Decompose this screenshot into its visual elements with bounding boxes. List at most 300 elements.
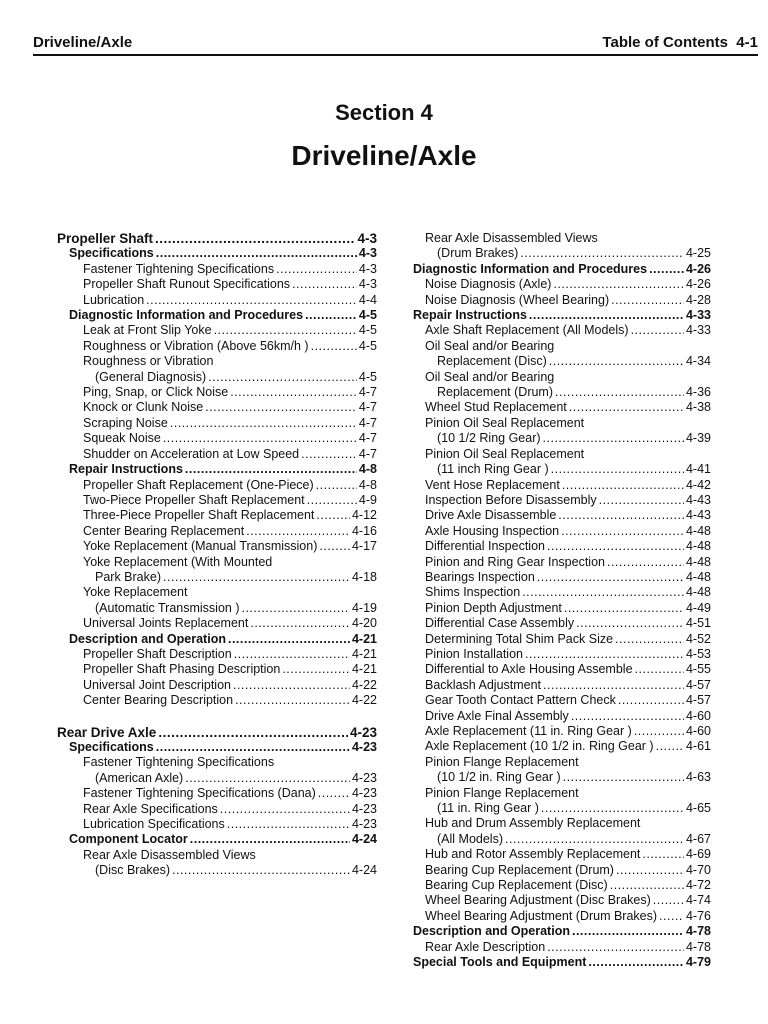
dot-leader [547,940,684,955]
dot-leader [307,493,357,508]
toc-page-number: 4-69 [685,847,711,862]
toc-entry[interactable] [57,817,377,832]
toc-heading-entry[interactable] [411,262,711,277]
toc-entry-title: Fastener Tightening Specifications [83,261,275,276]
toc-entry[interactable] [411,508,711,523]
toc-entry-title: Bearings Inspection [425,569,535,584]
toc-page-number: 4-51 [685,616,711,631]
toc-entry-title: Propeller Shaft Replacement (One-Piece) [83,477,314,492]
toc-left-column [57,231,377,879]
toc-heading-entry[interactable] [57,246,377,261]
toc-page-number: 4-53 [685,646,711,661]
dot-leader [230,385,357,400]
toc-page-number: 4-63 [685,770,711,785]
toc-entry-title: Yoke Replacement (Manual Transmission) [83,539,318,554]
toc-entry[interactable] [57,354,377,385]
toc-entry[interactable] [57,647,377,662]
dot-leader [522,585,684,600]
dot-leader [543,431,684,446]
toc-page-number: 4-23 [351,817,377,832]
toc-entry[interactable] [57,416,377,431]
dot-leader [156,246,357,261]
toc-entry-title: Axle Replacement (11 in. Ring Gear ) [425,724,632,738]
dot-leader [163,570,350,585]
toc-page-number: 4-8 [358,462,377,477]
header-section-name: Driveline/Axle [33,34,133,51]
toc-entry-title-line: Pinion Flange Replacement [425,754,579,769]
toc-entry-title: Roughness or Vibration (Above 56km/h ) [83,338,309,353]
toc-page-number: 4-4 [358,292,377,307]
toc-entry-title: Differential to Axle Housing Assemble [425,662,633,677]
toc-page-number: 4-36 [685,385,711,400]
toc-entry[interactable] [411,493,711,508]
section-title: Driveline/Axle [291,140,477,171]
dot-leader [558,508,684,523]
toc-entry-title: Backlash Adjustment [425,677,542,692]
toc-entry[interactable] [411,400,711,415]
toc-entry-title: Axle Housing Inspection [425,523,560,538]
toc-heading-entry[interactable] [411,308,711,323]
toc-entry-title: Leak at Front Slip Yoke [83,323,212,338]
toc-page-number: 4-19 [351,600,377,615]
dot-leader [615,632,684,647]
toc-entry[interactable] [411,739,711,754]
toc-heading-entry[interactable] [411,955,711,970]
toc-entry-title-line: Oil Seal and/or Bearing [425,338,555,353]
toc-page-number: 4-61 [685,739,711,754]
dot-leader [305,308,357,323]
dot-leader [158,725,348,740]
toc-entry[interactable] [57,693,377,708]
dot-leader [163,431,357,446]
toc-entry[interactable] [411,601,711,616]
toc-page-number: 4-72 [685,878,711,893]
toc-page-number: 4-18 [351,569,377,584]
toc-entry[interactable] [411,909,711,924]
toc-page-number: 4-24 [351,863,377,878]
toc-entry-title: (11 in. Ring Gear ) [437,801,539,816]
dot-leader [301,447,357,462]
toc-page-number: 4-9 [358,492,377,507]
dot-leader [156,740,350,755]
dot-leader [292,277,357,292]
toc-page-number: 4-17 [351,539,377,554]
dot-leader [170,416,357,431]
toc-page-number: 4-76 [685,908,711,923]
toc-entry[interactable] [57,447,377,462]
toc-entry-title: (American Axle) [95,770,184,785]
toc-entry-title: Replacement (Disc) [437,354,547,369]
toc-entry[interactable] [411,231,711,262]
toc-entry[interactable] [57,323,377,338]
toc-page-number: 4-23 [351,740,377,754]
toc-entry-title: Axle Shaft Replacement (All Models) [425,323,629,338]
toc-entry-title: Differential Case Assembly [425,616,575,631]
dot-leader [649,262,684,277]
dot-leader [631,323,684,338]
toc-page-number: 4-3 [358,261,377,276]
dot-leader [220,802,350,817]
toc-entry[interactable] [411,555,711,570]
toc-entry[interactable] [57,539,377,554]
toc-entry[interactable] [411,940,711,955]
toc-entry[interactable] [57,478,377,493]
toc-entry-title: Two-Piece Propeller Shaft Replacement [83,492,305,507]
dot-leader [561,524,684,539]
toc-entry[interactable] [57,848,377,879]
toc-page-number: 4-28 [685,292,711,307]
toc-entry-title: Propeller Shaft Description [83,646,232,661]
toc-page-number: 4-55 [685,662,711,677]
toc-entry-title-line: Yoke Replacement (With Mounted [83,554,273,569]
toc-entry-title: (Drum Brakes) [437,246,519,261]
toc-page-number: 4-26 [685,261,711,276]
toc-page-number: 4-23 [351,770,377,785]
dot-leader [618,693,684,708]
toc-page-number: 4-74 [685,893,711,908]
dot-leader [551,462,684,477]
toc-entry-title: Lubrication Specifications [83,817,225,832]
toc-page-number: 4-42 [685,477,711,492]
toc-page-number: 4-5 [358,338,377,353]
dot-leader [607,555,684,570]
dot-leader [246,524,350,539]
dot-leader [553,277,684,292]
dot-leader [549,354,684,369]
dot-leader [541,801,684,816]
toc-entry[interactable] [411,323,711,338]
toc-entry-title: Scraping Noise [83,415,168,430]
dot-leader [318,786,350,801]
dot-leader [653,893,684,908]
dot-leader [316,508,350,523]
section-number: Section 4 [335,100,433,125]
toc-entry-title: Rear Drive Axle [57,724,157,740]
dot-leader [642,847,684,862]
dot-leader [611,293,684,308]
toc-entry-title: (Automatic Transmission ) [95,600,240,615]
toc-entry-title: (All Models) [437,831,503,846]
toc-page-number: 4-7 [358,385,377,400]
toc-entry-title-line: Pinion Oil Seal Replacement [425,446,585,461]
toc-entry-title: Axle Replacement (10 1/2 in. Ring Gear ) [425,739,654,754]
toc-entry-title: Shudder on Acceleration at Low Speed [83,446,300,461]
toc-entry-title-line: Pinion Oil Seal Replacement [425,415,585,430]
dot-leader [569,400,684,415]
toc-page-number: 4-23 [351,786,377,801]
dot-leader [610,878,684,893]
toc-page-number: 4-33 [685,323,711,338]
toc-entry[interactable] [57,339,377,354]
dot-leader [316,478,357,493]
toc-page-number: 4-7 [358,415,377,430]
toc-entry-title: Description and Operation [69,631,226,646]
toc-page-number: 4-48 [685,569,711,584]
toc-page-number: 4-12 [351,508,377,523]
toc-entry[interactable] [57,508,377,523]
toc-page-number: 4-22 [351,677,377,692]
toc-page-number: 4-41 [685,462,711,477]
header-rule [33,54,758,56]
toc-page-number: 4-79 [685,955,711,970]
toc-entry-title: Specifications [69,740,154,754]
toc-page-number: 4-38 [685,400,711,415]
toc-entry[interactable] [411,863,711,878]
toc-entry-title-line: Hub and Drum Assembly Replacement [425,816,641,831]
toc-entry-title: Inspection Before Disassembly [425,492,597,507]
toc-page-number: 4-3 [357,231,377,246]
toc-entry-title-line: Oil Seal and/or Bearing [425,369,555,384]
toc-page-number: 4-52 [685,631,711,646]
toc-entry-title: Component Locator [69,832,188,847]
toc-entry[interactable] [57,786,377,801]
toc-page-number: 4-43 [685,508,711,523]
toc-heading-entry[interactable] [57,462,377,477]
toc-entry[interactable] [411,416,711,447]
header-page-label: Table of Contents 4-1 [602,34,758,51]
toc-page-number: 4-7 [358,446,377,461]
dot-leader [547,539,684,554]
toc-entry[interactable] [411,878,711,893]
toc-page-number: 4-5 [358,369,377,384]
toc-entry[interactable] [411,632,711,647]
toc-entry-title: (10 1/2 Ring Gear) [437,431,541,446]
dot-leader [555,385,684,400]
toc-page-number: 4-20 [351,616,377,631]
toc-page-number: 4-49 [685,600,711,615]
dot-leader [185,771,350,786]
dot-leader [634,724,684,739]
toc-entry[interactable] [57,585,377,616]
toc-entry-title: Shims Inspection [425,585,521,600]
toc-entry[interactable] [411,893,711,908]
toc-entry[interactable] [411,277,711,292]
toc-entry[interactable] [411,724,711,739]
toc-entry-title-line: Fastener Tightening Specifications [83,755,275,770]
toc-section-entry[interactable] [57,231,377,246]
toc-entry-title: Repair Instructions [413,308,527,323]
dot-leader [208,370,357,385]
toc-entry-title: Pinion and Ring Gear Inspection [425,554,605,569]
toc-entry[interactable] [411,816,711,847]
toc-page-number: 4-23 [349,724,377,740]
toc-entry[interactable] [411,478,711,493]
toc-entry-title-line: Yoke Replacement [83,585,188,600]
toc-entry-title-line: Roughness or Vibration [83,354,214,369]
dot-leader [656,739,684,754]
toc-entry[interactable] [411,585,711,600]
toc-entry-title: Universal Joints Replacement [83,616,249,631]
dot-leader [571,709,684,724]
toc-page-number: 4-26 [685,277,711,292]
toc-entry[interactable] [411,570,711,585]
toc-entry[interactable] [57,277,377,292]
dot-leader [235,693,350,708]
toc-entry-title: (10 1/2 in. Ring Gear ) [437,770,561,785]
dot-leader [529,308,684,323]
dot-leader [659,909,684,924]
toc-entry-title: Determining Total Shim Pack Size [425,631,614,646]
toc-entry-title: Vent Hose Replacement [425,477,560,492]
dot-leader [562,478,684,493]
toc-heading-entry[interactable] [411,924,711,939]
toc-entry[interactable] [411,339,711,370]
dot-leader [250,616,350,631]
toc-entry-title: Three-Piece Propeller Shaft Replacement [83,508,315,523]
toc-entry[interactable] [411,662,711,677]
toc-page-number: 4-57 [685,693,711,708]
toc-entry-title: Noise Diagnosis (Wheel Bearing) [425,292,610,307]
toc-page-number: 4-48 [685,554,711,569]
toc-page-number: 4-8 [358,477,377,492]
toc-entry[interactable] [411,524,711,539]
dot-leader [172,863,350,878]
toc-entry-title: Center Bearing Replacement [83,523,245,538]
dot-leader [572,924,684,939]
toc-entry[interactable] [57,755,377,786]
toc-entry[interactable] [411,755,711,786]
toc-entry-title: (General Diagnosis) [95,369,207,384]
toc-entry-title: Rear Axle Description [425,939,546,954]
toc-entry[interactable] [411,709,711,724]
toc-page-number: 4-34 [685,354,711,369]
toc-page-number: 4-24 [351,832,377,847]
toc-page-number: 4-48 [685,585,711,600]
dot-leader [319,539,350,554]
toc-page-number: 4-21 [351,662,377,677]
toc-entry[interactable] [411,539,711,554]
toc-entry[interactable] [411,693,711,708]
toc-entry[interactable] [411,647,711,662]
toc-page-number: 4-7 [358,431,377,446]
toc-page-number: 4-21 [351,646,377,661]
toc-entry-title: Propeller Shaft [57,231,154,246]
toc-page-number: 4-48 [685,539,711,554]
toc-entry[interactable] [57,400,377,415]
toc-entry[interactable] [57,385,377,400]
toc-entry-title: (Disc Brakes) [95,863,171,878]
toc-page-number: 4-65 [685,801,711,816]
running-header [33,34,758,54]
toc-entry-title: Ping, Snap, or Click Noise [83,385,229,400]
toc-entry-title: Replacement (Drum) [437,385,554,400]
toc-entry-title: (11 inch Ring Gear ) [437,462,549,477]
toc-entry-title: Description and Operation [413,924,570,939]
dot-leader [185,462,357,477]
toc-entry[interactable] [411,678,711,693]
toc-entry[interactable] [57,293,377,308]
toc-entry[interactable] [57,524,377,539]
toc-page-number: 4-78 [685,939,711,954]
toc-heading-entry[interactable] [57,832,377,847]
toc-entry-title: Bearing Cup Replacement (Drum) [425,862,614,877]
dot-leader [146,293,357,308]
toc-page-number: 4-3 [358,246,377,261]
toc-entry-title-line: Pinion Flange Replacement [425,785,579,800]
dot-leader [241,601,349,616]
toc-section-entry[interactable] [57,725,377,740]
toc-entry-title: Wheel Stud Replacement [425,400,567,415]
toc-page-number: 4-33 [685,308,711,323]
toc-entry[interactable] [411,293,711,308]
toc-entry[interactable] [411,847,711,862]
toc-entry-title: Diagnostic Information and Procedures [413,261,648,276]
toc-entry[interactable] [57,616,377,631]
toc-entry[interactable] [57,555,377,586]
dot-leader [576,616,684,631]
toc-entry-title: Bearing Cup Replacement (Disc) [425,878,608,893]
toc-entry-title: Differential Inspection [425,539,545,554]
toc-entry-title: Specifications [69,246,154,261]
dot-leader [635,662,684,677]
dot-leader [537,570,684,585]
dot-leader [564,601,684,616]
toc-entry-title: Center Bearing Description [83,693,234,708]
toc-entry[interactable] [57,262,377,277]
toc-page-number: 4-16 [351,523,377,538]
dot-leader [228,632,350,647]
toc-entry[interactable] [57,662,377,677]
toc-entry[interactable] [57,678,377,693]
toc-entry[interactable] [411,370,711,401]
dot-leader [563,770,684,785]
toc-entry-title: Propeller Shaft Phasing Description [83,662,281,677]
toc-page-number: 4-5 [358,323,377,338]
toc-entry-title: Hub and Rotor Assembly Replacement [425,847,641,862]
toc-entry-title: Wheel Bearing Adjustment (Drum Brakes) [425,908,658,923]
toc-entry-title: Wheel Bearing Adjustment (Disc Brakes) [425,893,651,908]
section-gap [57,709,377,725]
toc-entry[interactable] [411,447,711,478]
dot-leader [190,832,350,847]
dot-leader [155,231,355,246]
dot-leader [233,678,350,693]
toc-entry-title-line: Rear Axle Disassembled Views [425,231,598,245]
dot-leader [599,493,684,508]
toc-entry-title: Propeller Shaft Runout Specifications [83,277,291,292]
toc-page-number: 4-70 [685,862,711,877]
dot-leader [227,817,350,832]
dot-leader [616,863,684,878]
toc-entry-title: Repair Instructions [69,462,183,477]
toc-entry-title: Drive Axle Disassemble [425,508,557,523]
toc-page-number: 4-22 [351,693,377,708]
toc-page-number: 4-57 [685,677,711,692]
toc-entry-title-line: Rear Axle Disassembled Views [83,847,256,862]
toc-heading-entry[interactable] [57,632,377,647]
toc-page-number: 4-67 [685,831,711,846]
dot-leader [505,832,684,847]
toc-entry[interactable] [411,786,711,817]
toc-entry[interactable] [411,616,711,631]
toc-page-number: 4-43 [685,492,711,507]
toc-entry-title: Fastener Tightening Specifications (Dana) [83,786,316,801]
toc-heading-entry[interactable] [57,308,377,323]
toc-entry-title: Pinion Depth Adjustment [425,600,562,615]
toc-entry[interactable] [57,493,377,508]
toc-entry-title: Squeak Noise [83,431,161,446]
toc-page-number: 4-78 [685,924,711,939]
toc-entry[interactable] [57,431,377,446]
dot-leader [282,662,350,677]
toc-entry[interactable] [57,802,377,817]
toc-page-number: 4-25 [685,246,711,261]
dot-leader [525,647,684,662]
toc-page-number: 4-60 [685,708,711,723]
toc-page-number: 4-3 [358,277,377,292]
toc-entry-title: Universal Joint Description [83,677,231,692]
toc-heading-entry[interactable] [57,740,377,755]
